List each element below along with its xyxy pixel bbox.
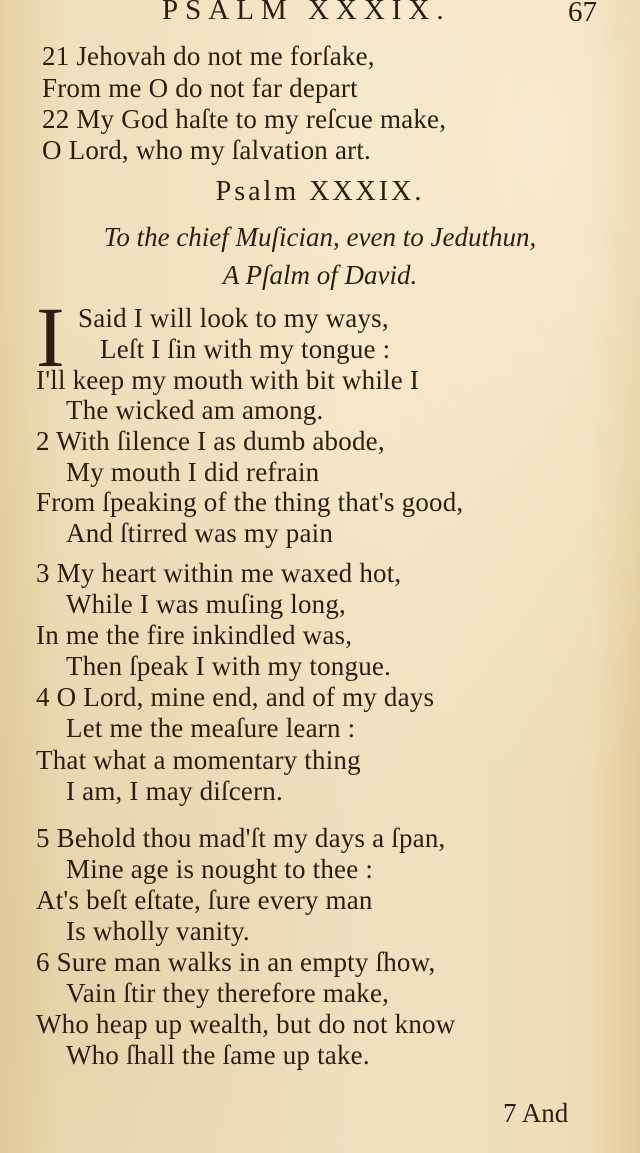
verse-line: Is wholly vanity. xyxy=(66,916,250,946)
verse-line: My mouth I did refrain xyxy=(66,457,320,487)
verse-line: And ſtirred was my pain xyxy=(66,518,334,548)
verse-line: Let me the meaſure learn : xyxy=(66,713,356,743)
verse-line: Who ſhall the ſame up take. xyxy=(66,1040,370,1070)
verse-line: Then ſpeak I with my tongue. xyxy=(66,651,392,681)
verse-line: Who heap up wealth, but do not know xyxy=(36,1009,456,1039)
verse-line: While I was muſing long, xyxy=(66,589,347,619)
verse-line: Leſt I ſin with my tongue : xyxy=(100,334,391,364)
verse-line: Mine age is nought to thee : xyxy=(66,854,374,884)
psalm-subtitle: To the chief Muſician, even to Jeduthun, xyxy=(103,222,537,252)
verse-line: From me O do not far depart xyxy=(42,73,358,103)
verse-line: Said I will look to my ways, xyxy=(78,303,389,333)
verse-line: The wicked am among. xyxy=(66,395,324,425)
verse-line: Vain ſtir they therefore make, xyxy=(66,978,390,1008)
verse-line: That what a momentary thing xyxy=(36,745,361,775)
verse-line: 21 Jehovah do not me forſake, xyxy=(42,41,375,71)
verse-line: From ſpeaking of the thing that's good, xyxy=(36,487,464,517)
psalm-subtitle-attribution: A Pſalm of David. xyxy=(222,260,418,290)
verse-line: 6 Sure man walks in an empty ſhow, xyxy=(36,947,436,977)
running-title: PSALM XXXIX. xyxy=(162,0,451,26)
psalm-title: Psalm XXXIX. xyxy=(215,176,425,207)
verse-line: 22 My God haſte to my reſcue make, xyxy=(42,104,447,134)
verse-line: 3 My heart within me waxed hot, xyxy=(36,558,402,588)
verse-line: At's beſt eſtate, ſure every man xyxy=(36,885,373,915)
verse-line: In me the fire inkindled was, xyxy=(36,620,353,650)
page-number: 67 xyxy=(568,0,597,28)
catchword: 7 And xyxy=(503,1098,569,1128)
verse-line: I am, I may diſcern. xyxy=(66,776,283,806)
drop-cap: I xyxy=(36,289,65,385)
verse-line: 2 With ſilence I as dumb abode, xyxy=(36,426,385,456)
verse-line: 5 Behold thou mad'ſt my days a ſpan, xyxy=(36,823,446,853)
verse-line: 4 O Lord, mine end, and of my days xyxy=(36,682,435,712)
verse-line: I'll keep my mouth with bit while I xyxy=(36,365,420,395)
verse-line: O Lord, who my ſalvation art. xyxy=(42,135,371,165)
